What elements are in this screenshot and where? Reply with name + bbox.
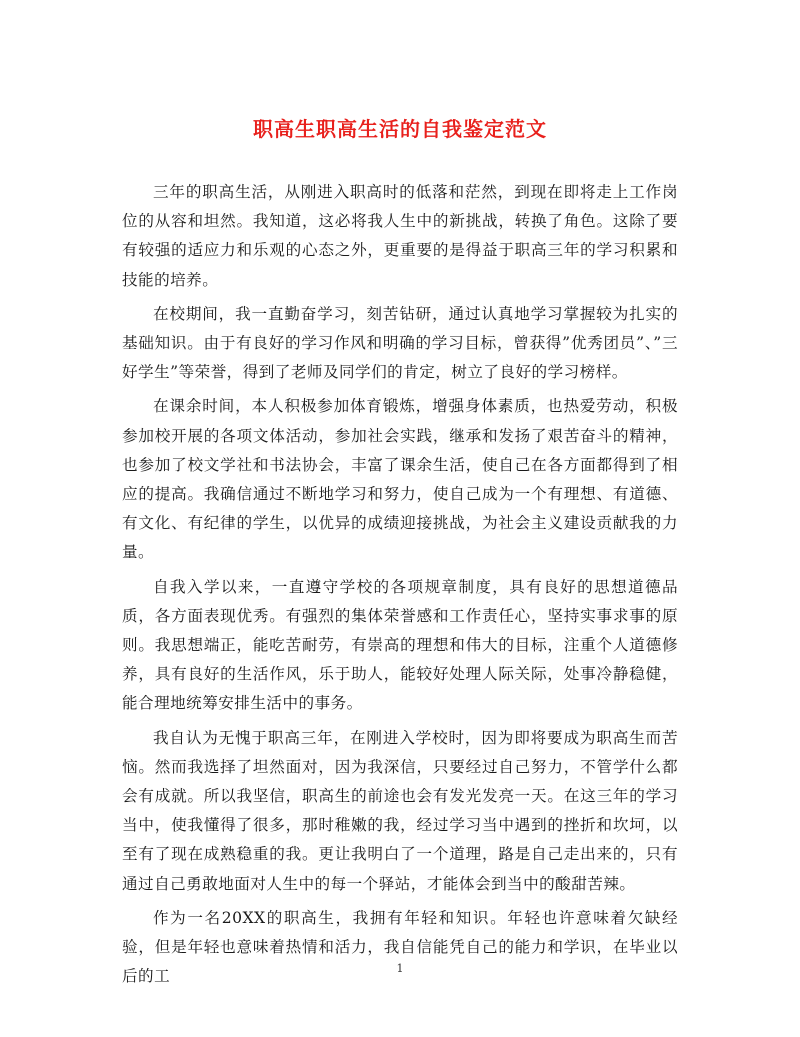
document-title: 职高生职高生活的自我鉴定范文 [253,117,547,141]
page-number: 1 [396,962,404,975]
paragraph-5: 我自认为无愧于职高三年，在刚进入学校时，因为即将要成为职高生而苦恼。然而我选择了坦然面对，因为我深信，只要经过自己努力，不管学什么都会有成就。所以我坚信，职高生的前途也会有发光发亮一天。在这三年的学习当中，使我懂得了很多，那时稚嫩的我，经过学习当中遇到的挫折和坎坷，以至有了现在成熟稳重的我。更让我明白了一个道理，路是自己走出来的，只有通过自己勇敢地面对人生中的每一个驿站，才能体会到当中的酸甜苦辣。 [122,728,678,893]
paragraph-1: 三年的职高生活，从刚进入职高时的低落和茫然，到现在即将走上工作岗位的从容和坦然。我知道，这必将我人生中的新挑战，转换了角色。这除了要有较强的适应力和乐观的心态之外，更重要的是得益于职高三年的学习积累和技能的培养。 [122,183,678,289]
paragraph-6: 作为一名20XX的职高生，我拥有年轻和知识。年轻也许意味着欠缺经验，但是年轻也意味着热情和活力，我自信能凭自己的能力和学识，在毕业以后的工 [122,908,678,986]
paragraph-2: 在校期间，我一直勤奋学习，刻苦钻研，通过认真地学习掌握较为扎实的基础知识。由于有良好的学习作风和明确的学习目标，曾获得”优秀团员”、”三好学生”等荣誉，得到了老师及同学们的肯定，树立了良好的学习榜样。 [122,304,678,382]
document-body [122,178,678,996]
paragraph-3: 在课余时间，本人积极参加体育锻炼，增强身体素质，也热爱劳动，积极参加校开展的各项文体活动，参加社会实践，继承和发扬了艰苦奋斗的精神，也参加了校文学社和书法协会，丰富了课余生活，使自己在各方面都得到了相应的提高。我确信通过不断地学习和努力，使自己成为一个有理想、有道德、有文化、有纪律的学生，以优异的成绩迎接挑战，为社会主义建设贡献我的力量。 [122,397,678,562]
paragraph-4: 自我入学以来，一直遵守学校的各项规章制度，具有良好的思想道德品质，各方面表现优秀。有强烈的集体荣誉感和工作责任心，坚持实事求事的原则。我思想端正，能吃苦耐劳，有崇高的理想和伟大的目标，注重个人道德修养，具有良好的生活作风，乐于助人，能较好处理人际关际，处事冷静稳健，能合理地统筹安排生活中的事务。 [122,577,678,713]
